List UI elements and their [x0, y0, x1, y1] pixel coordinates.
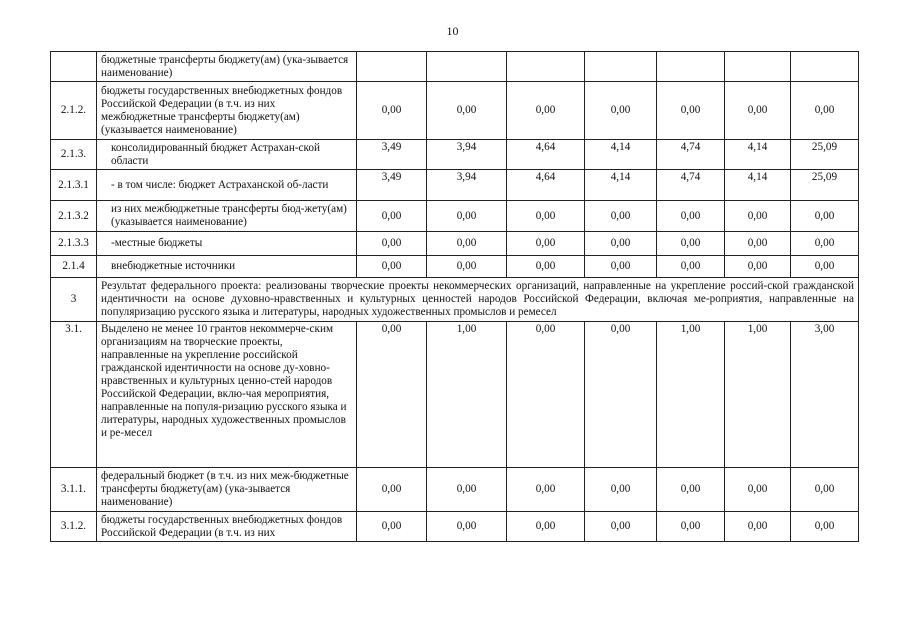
- table-row: [51, 256, 859, 278]
- value-cell: 4,14: [585, 170, 657, 201]
- value-cell: 0,00: [725, 201, 791, 232]
- row-code: 2.1.3.: [51, 140, 97, 170]
- value-cell: 4,74: [657, 170, 725, 201]
- value-cell: 0,00: [427, 468, 507, 512]
- row-name: федеральный бюджет (в т.ч. из них меж-бюджетные трансферты бюджету(ам) (ука-зывается наименование): [97, 468, 357, 512]
- row-code: [51, 52, 97, 82]
- value-cell: 0,00: [357, 201, 427, 232]
- value-cell: 0,00: [427, 232, 507, 256]
- table-row: [51, 201, 859, 232]
- value-cell: [507, 52, 585, 82]
- value-cell: 0,00: [657, 232, 725, 256]
- value-cell: 0,00: [507, 468, 585, 512]
- row-name: бюджеты государственных внебюджетных фондов Российской Федерации (в т.ч. из них: [97, 512, 357, 542]
- value-cell: 0,00: [791, 232, 859, 256]
- value-cell: 0,00: [357, 468, 427, 512]
- value-cell: 0,00: [725, 82, 791, 140]
- row-code: 2.1.2.: [51, 82, 97, 140]
- value-cell: 4,14: [585, 140, 657, 170]
- result-code: 3: [51, 278, 97, 322]
- value-cell: 1,00: [427, 322, 507, 468]
- value-cell: [657, 52, 725, 82]
- value-cell: 1,00: [657, 322, 725, 468]
- value-cell: 3,49: [357, 170, 427, 201]
- value-cell: 0,00: [791, 82, 859, 140]
- table-row: [51, 82, 859, 140]
- value-cell: [791, 52, 859, 82]
- value-cell: 0,00: [657, 256, 725, 278]
- value-cell: 0,00: [357, 512, 427, 542]
- result-row: [51, 278, 859, 322]
- value-cell: 3,00: [791, 322, 859, 468]
- value-cell: 0,00: [507, 322, 585, 468]
- value-cell: 4,64: [507, 140, 585, 170]
- row-name: Выделено не менее 10 грантов некоммерче-ским организациям на творческие проекты, направленные на укрепление российской гражданской идентичности на основе ду-ховно-нравственных и культурных ценно-стей народов Российской Федерации, вклю-чая мероприятия, направленные на популя-ризацию русского языка и литературы, народных художественных промыслов и ре-месел: [97, 322, 357, 468]
- value-cell: 0,00: [791, 256, 859, 278]
- value-cell: 0,00: [357, 322, 427, 468]
- value-cell: 0,00: [657, 512, 725, 542]
- table-row: [51, 322, 859, 468]
- budget-table: [50, 51, 859, 542]
- row-name: -местные бюджеты: [97, 232, 357, 256]
- value-cell: 3,94: [427, 170, 507, 201]
- value-cell: 0,00: [657, 82, 725, 140]
- value-cell: 0,00: [657, 201, 725, 232]
- value-cell: 0,00: [725, 512, 791, 542]
- page-number: 10: [446, 24, 459, 38]
- value-cell: 25,09: [791, 140, 859, 170]
- value-cell: 0,00: [427, 256, 507, 278]
- value-cell: 4,74: [657, 140, 725, 170]
- value-cell: 3,49: [357, 140, 427, 170]
- value-cell: 0,00: [725, 468, 791, 512]
- value-cell: 0,00: [791, 468, 859, 512]
- table-row: [51, 170, 859, 201]
- value-cell: 0,00: [357, 82, 427, 140]
- row-code: 2.1.4: [51, 256, 97, 278]
- row-name: внебюджетные источники: [97, 256, 357, 278]
- value-cell: 3,94: [427, 140, 507, 170]
- value-cell: 0,00: [585, 256, 657, 278]
- value-cell: 0,00: [791, 512, 859, 542]
- value-cell: 0,00: [725, 232, 791, 256]
- value-cell: 0,00: [725, 256, 791, 278]
- table-row: [51, 52, 859, 82]
- row-name: бюджетные трансферты бюджету(ам) (ука-зывается наименование): [97, 52, 357, 82]
- row-name: консолидированный бюджет Астрахан-ской области: [97, 140, 357, 170]
- row-code: 3.1.1.: [51, 468, 97, 512]
- value-cell: [725, 52, 791, 82]
- value-cell: 0,00: [585, 512, 657, 542]
- value-cell: 0,00: [427, 201, 507, 232]
- value-cell: [585, 52, 657, 82]
- table-row: [51, 232, 859, 256]
- value-cell: 0,00: [507, 82, 585, 140]
- value-cell: [357, 52, 427, 82]
- value-cell: 4,14: [725, 170, 791, 201]
- value-cell: 0,00: [585, 468, 657, 512]
- row-name: бюджеты государственных внебюджетных фондов Российской Федерации (в т.ч. из них межбюджетные трансферты бюджету(ам) (указывается наименование): [97, 82, 357, 140]
- value-cell: 0,00: [427, 82, 507, 140]
- value-cell: 0,00: [507, 201, 585, 232]
- value-cell: [427, 52, 507, 82]
- value-cell: 0,00: [585, 322, 657, 468]
- row-code: 2.1.3.2: [51, 201, 97, 232]
- value-cell: 25,09: [791, 170, 859, 201]
- value-cell: 4,64: [507, 170, 585, 201]
- value-cell: 0,00: [507, 256, 585, 278]
- value-cell: 0,00: [585, 232, 657, 256]
- result-text: Результат федерального проекта: реализованы творческие проекты некоммерческих организаций, направленные на укрепление россий-ской гражданской идентичности на основе духовно-нравственных и культурных ценностей народов Российской Федерации, включая ме-роприятия, направленные на популяризацию русского языка и литературы, народных художественных промыслов и ремесел: [97, 278, 859, 322]
- table-row: [51, 512, 859, 542]
- table-row: [51, 140, 859, 170]
- table-row: [51, 468, 859, 512]
- row-name: из них межбюджетные трансферты бюд-жету(ам) (указывается наименование): [97, 201, 357, 232]
- row-code: 3.1.: [51, 322, 97, 468]
- value-cell: 0,00: [357, 256, 427, 278]
- value-cell: 0,00: [585, 82, 657, 140]
- row-code: 2.1.3.1: [51, 170, 97, 201]
- value-cell: 4,14: [725, 140, 791, 170]
- row-code: 2.1.3.3: [51, 232, 97, 256]
- value-cell: 0,00: [585, 201, 657, 232]
- value-cell: 0,00: [357, 232, 427, 256]
- value-cell: 0,00: [427, 512, 507, 542]
- value-cell: 1,00: [725, 322, 791, 468]
- row-name: - в том числе: бюджет Астраханской об-ласти: [97, 170, 357, 201]
- value-cell: 0,00: [507, 512, 585, 542]
- value-cell: 0,00: [507, 232, 585, 256]
- value-cell: 0,00: [657, 468, 725, 512]
- row-code: 3.1.2.: [51, 512, 97, 542]
- value-cell: 0,00: [791, 201, 859, 232]
